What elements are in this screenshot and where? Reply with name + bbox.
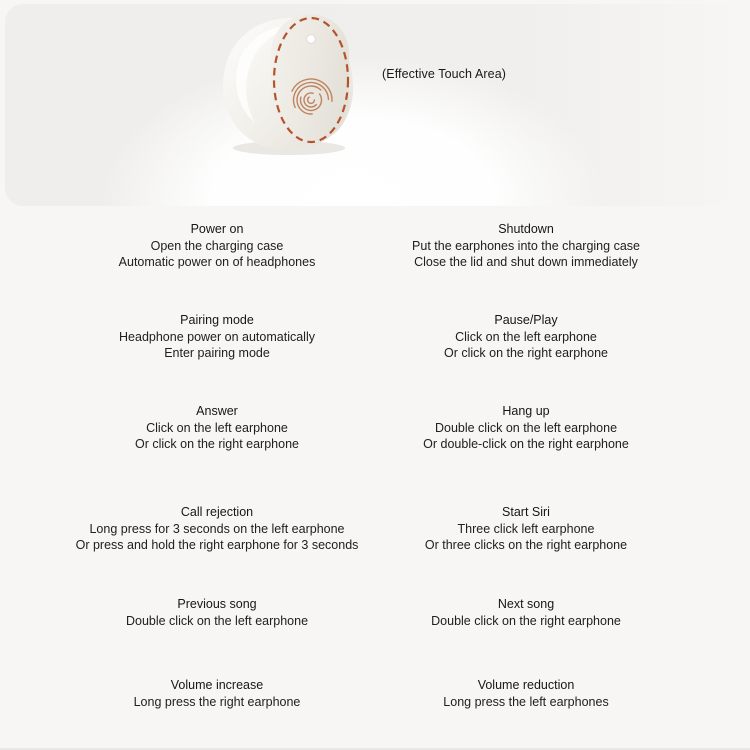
instruction-title: Call rejection [180,505,254,519]
instruction-line: Automatic power on of headphones [118,255,316,270]
instruction-block-previous-song [38,596,396,629]
instruction-line: Open the charging case [150,238,284,253]
earbud-image [211,10,363,158]
instruction-line: Or double-click on the right earphone [423,437,629,452]
instruction-title: Power on [190,222,244,236]
instruction-line: Double click on the left earphone [434,420,618,435]
instruction-block-start-siri [356,504,696,554]
product-photo [5,4,745,206]
instruction-title: Answer [196,404,238,418]
instruction-block-pairing-mode [38,312,396,362]
instruction-line: Headphone power on automatically [119,329,315,344]
instruction-block-pause-play [356,312,696,362]
instruction-title: Shutdown [498,222,554,236]
instruction-line: Or press and hold the right earphone for 3 seconds [75,538,359,553]
instruction-block-volume-increase [38,677,396,710]
instruction-block-power-on [38,221,396,271]
instruction-line: Put the earphones into the charging case [412,238,640,253]
led-dot [307,35,316,44]
instruction-line: Double click on the left earphone [125,613,309,628]
instruction-block-answer [38,403,396,453]
instruction-line: Click on the left earphone [455,329,597,344]
instruction-block-hang-up [356,403,696,453]
instruction-line: Double click on the right earphone [431,613,621,628]
instruction-title: Hang up [502,404,550,418]
instruction-line: Enter pairing mode [164,346,270,361]
instruction-line: Three click left earphone [457,521,595,536]
instruction-title: Pairing mode [180,313,254,327]
instruction-title: Next song [497,597,555,611]
instruction-title: Volume increase [170,678,264,692]
instruction-block-next-song [356,596,696,629]
instruction-line: Or three clicks on the right earphone [424,538,628,553]
instruction-line: Or click on the right earphone [444,346,608,361]
instruction-title: Volume reduction [477,678,575,692]
instruction-line: Long press the left earphones [443,694,609,709]
instruction-title: Previous song [177,597,257,611]
instruction-block-shutdown [356,221,696,271]
instruction-line: Long press the right earphone [133,694,301,709]
touch-area-label: (Effective Touch Area) [382,67,507,81]
instruction-line: Long press for 3 seconds on the left earphone [89,521,345,536]
instruction-title: Start Siri [502,505,550,519]
instruction-block-call-rejection [38,504,396,554]
instruction-line: Or click on the right earphone [135,437,299,452]
instruction-line: Click on the left earphone [146,420,288,435]
instruction-line: Close the lid and shut down immediately [414,255,638,270]
instruction-block-volume-reduction [356,677,696,710]
instruction-title: Pause/Play [494,313,558,327]
